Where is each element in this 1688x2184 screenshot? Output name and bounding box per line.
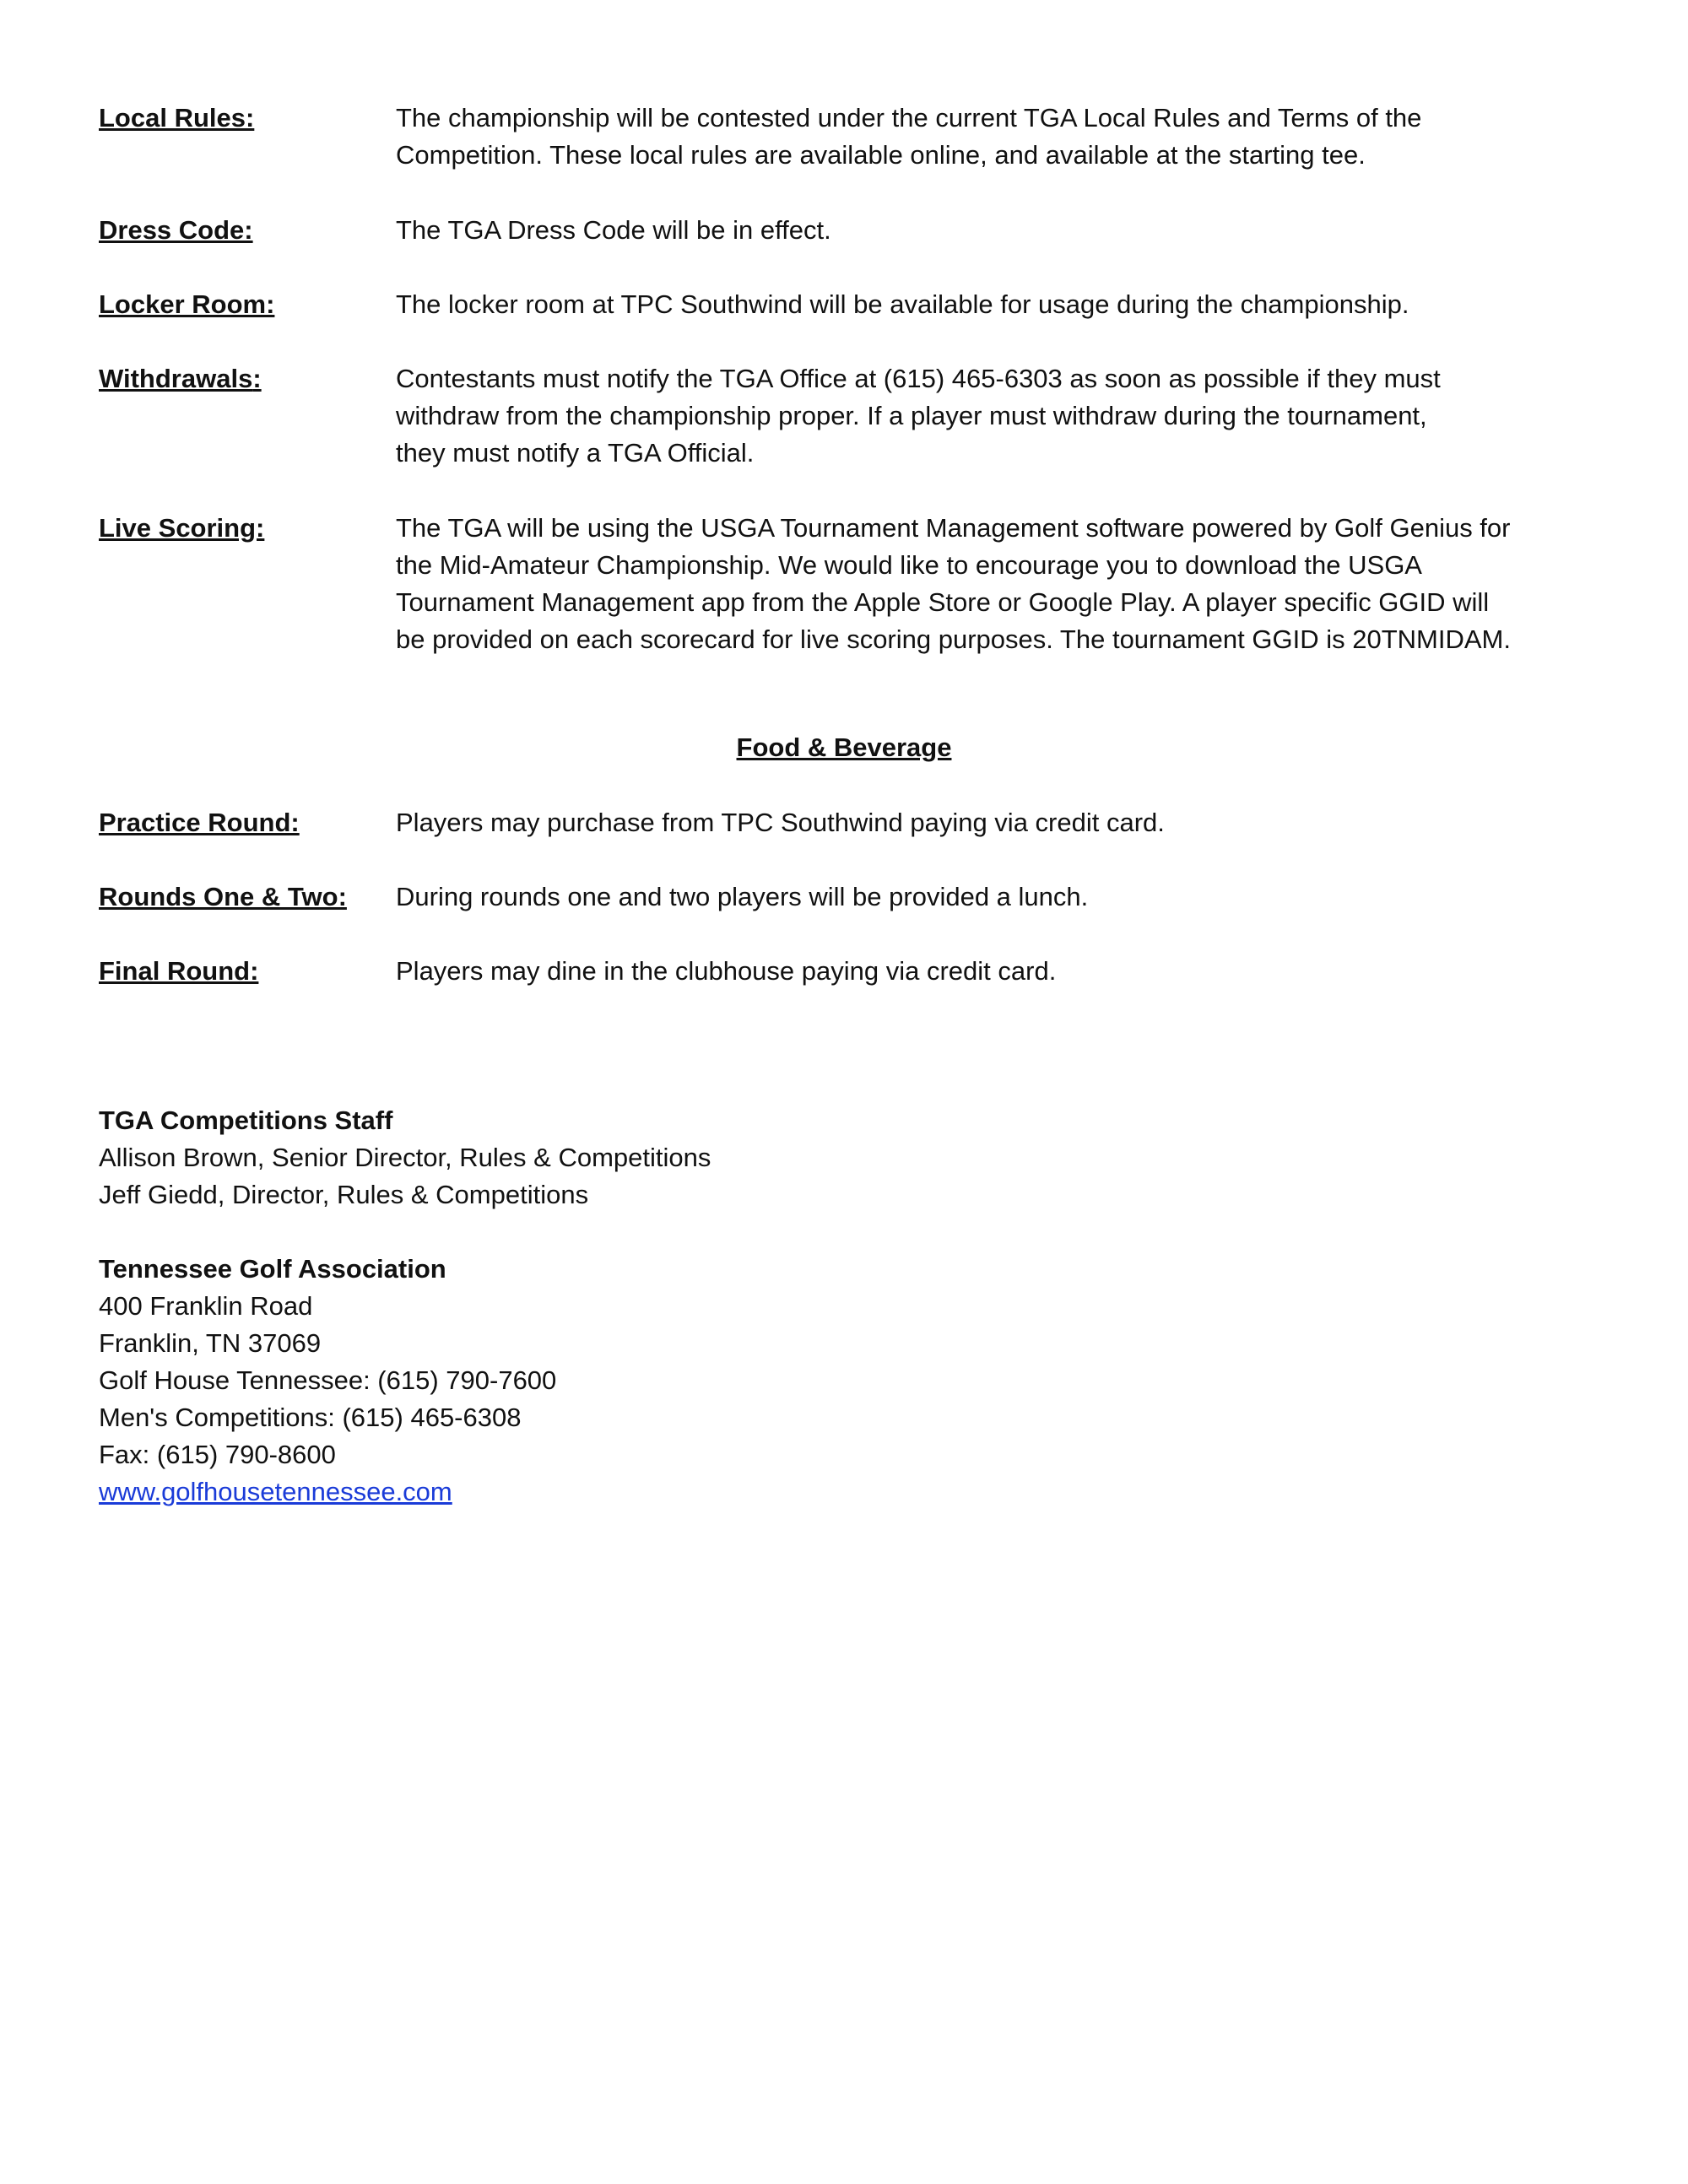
address-line: Franklin, TN 37069	[99, 1328, 322, 1358]
section-text	[396, 286, 1594, 323]
section-label: Locker Room:	[99, 289, 275, 319]
section-label: Local Rules:	[99, 103, 255, 132]
staff-member: Jeff Giedd, Director, Rules & Competitions	[99, 1180, 589, 1209]
section-label: Live Scoring:	[99, 513, 265, 543]
association-name: Tennessee Golf Association	[99, 1254, 446, 1284]
section-text	[396, 100, 1594, 174]
association-block	[99, 1251, 556, 1511]
section-label: Withdrawals:	[99, 364, 262, 393]
website-link[interactable]: www.golfhousetennessee.com	[99, 1477, 452, 1506]
section-text	[396, 510, 1594, 658]
text-line: The championship will be contested under the current TGA Local Rules and Terms of the	[396, 103, 1422, 132]
section-label: Final Round:	[99, 956, 259, 986]
text-line: Contestants must notify the TGA Office at (615) 465-6303 as soon as possible if they must	[396, 364, 1441, 393]
fax-number: Fax: (615) 790-8600	[99, 1440, 336, 1469]
section-label: Practice Round:	[99, 808, 300, 837]
text-line: The locker room at TPC Southwind will be available for usage during the championship.	[396, 289, 1409, 319]
text-line: The TGA Dress Code will be in effect.	[396, 215, 831, 245]
food-beverage-heading: Food & Beverage	[736, 733, 952, 762]
staff-member: Allison Brown, Senior Director, Rules & Competitions	[99, 1143, 711, 1172]
section-text: Players may dine in the clubhouse paying via credit card.	[396, 956, 1057, 986]
text-line: withdraw from the championship proper. If a player must withdraw during the tournament,	[396, 401, 1427, 430]
address-line: 400 Franklin Road	[99, 1291, 313, 1321]
section-label: Dress Code:	[99, 215, 253, 245]
staff-title: TGA Competitions Staff	[99, 1106, 393, 1135]
mens-competitions-phone: Men's Competitions: (615) 465-6308	[99, 1403, 522, 1432]
staff-block	[99, 1102, 711, 1214]
text-line: be provided on each scorecard for live scoring purposes. The tournament GGID is 20TNMIDAM.	[396, 624, 1511, 654]
section-label: Rounds One & Two:	[99, 882, 347, 911]
text-line: Competition. These local rules are available online, and available at the starting tee.	[396, 140, 1366, 170]
text-line: they must notify a TGA Official.	[396, 438, 755, 468]
golf-house-phone: Golf House Tennessee: (615) 790-7600	[99, 1365, 557, 1395]
section-text	[396, 212, 1594, 249]
text-line: The TGA will be using the USGA Tournament Management software powered by Golf Genius for	[396, 513, 1511, 543]
section-text: Players may purchase from TPC Southwind paying via credit card.	[396, 808, 1165, 837]
text-line: the Mid-Amateur Championship. We would like to encourage you to download the USGA	[396, 550, 1422, 580]
section-text: During rounds one and two players will be provided a lunch.	[396, 882, 1089, 911]
section-text	[396, 360, 1594, 472]
text-line: Tournament Management app from the Apple Store or Google Play. A player specific GGID will	[396, 587, 1490, 617]
